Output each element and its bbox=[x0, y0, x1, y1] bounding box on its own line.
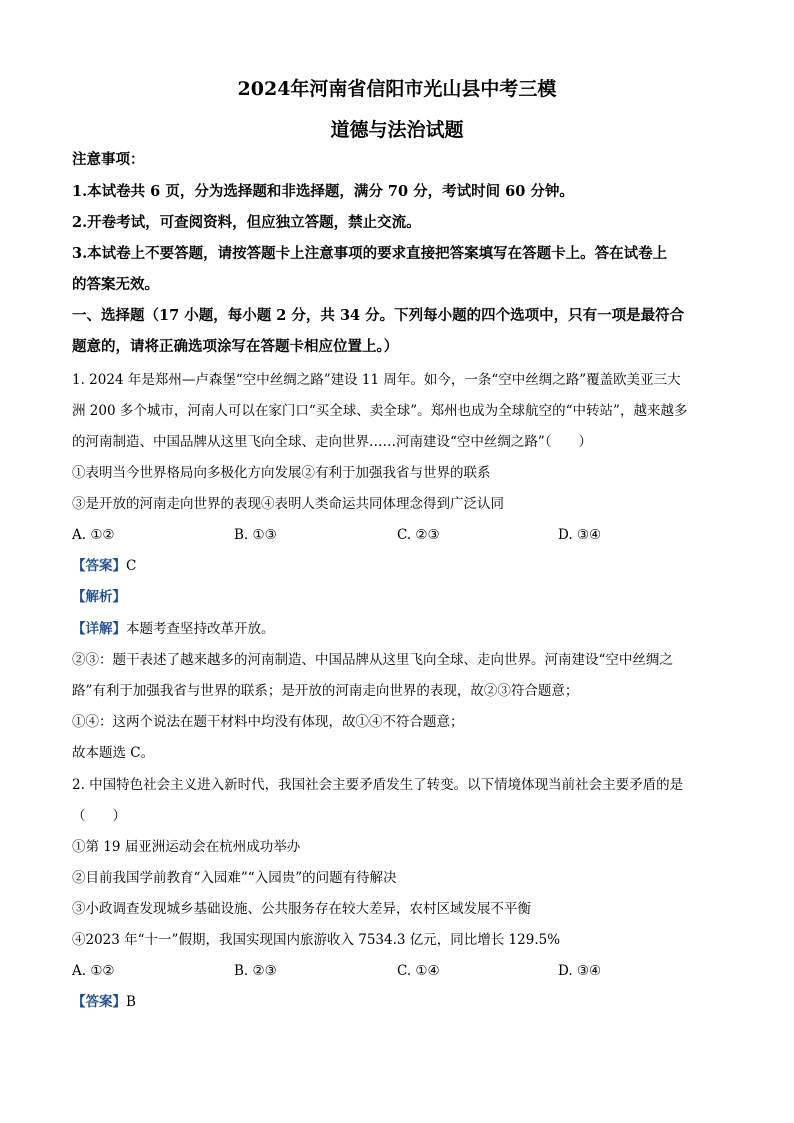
q1-explanation-c: ①④：这两个说法在题干材料中均没有体现，故①④不符合题意； bbox=[72, 714, 464, 730]
notes-item-2: 2.开卷考试，可查阅资料，但应独立答题，禁止交流。 bbox=[72, 214, 421, 231]
answer-value: B bbox=[126, 994, 136, 1010]
q1-analysis bbox=[72, 587, 724, 607]
q1-explanation-a: ②③：题干表述了越来越多的河南制造、中国品牌从这里飞向全球、走向世界。河南建设“空中丝绸之 bbox=[72, 652, 673, 668]
q2-option-d: D. ③④ bbox=[558, 963, 602, 979]
q2-statement-2: ②目前我国学前教育“入园难”“入园贵”的问题有待解决 bbox=[72, 870, 397, 886]
q1-option-a: A. ①② bbox=[72, 527, 115, 543]
q2-option-c: C. ①④ bbox=[397, 963, 440, 979]
q1-explanation-b: 路”有利于加强我省与世界的联系；是开放的河南走向世界的表现，故②③符合题意； bbox=[72, 683, 579, 699]
section-heading-a: 一、选择题（17 小题，每小题 2 分，共 34 分。下列每小题的四个选项中，只有一项是最符合 bbox=[72, 307, 685, 324]
q1-detail bbox=[72, 619, 724, 639]
detail-tag: 【详解】 bbox=[72, 621, 126, 637]
answer-tag: 【答案】 bbox=[72, 558, 126, 574]
notes-item-3b: 的答案无效。 bbox=[72, 276, 159, 293]
exam-title: 2024年河南省信阳市光山县中考三模 bbox=[237, 78, 557, 100]
notes-item-1: 1.本试卷共 6 页，分为选择题和非选择题，满分 70 分，考试时间 60 分钟。 bbox=[72, 183, 574, 200]
q1-option-c: C. ②③ bbox=[397, 527, 440, 543]
q1-stem-c: 的河南制造、中国品牌从这里飞向全球、走向世界……河南建设“空中丝绸之路”（ ） bbox=[72, 434, 593, 450]
q1-conclusion: 故本题选 C。 bbox=[72, 745, 155, 761]
detail-text: 本题考查坚持改革开放。 bbox=[126, 621, 275, 637]
q1-statements-a: ①表明当今世界格局向多极化方向发展②有利于加强我省与世界的联系 bbox=[72, 465, 491, 481]
q1-answer bbox=[72, 556, 724, 576]
answer-tag: 【答案】 bbox=[72, 994, 126, 1010]
analysis-tag: 【解析】 bbox=[72, 589, 126, 605]
q1-stem-a: 1. 2024 年是郑州—卢森堡“空中丝绸之路”建设 11 周年。如今，一条“空中丝绸之路”覆盖欧美亚三大 bbox=[72, 372, 681, 388]
q2-option-a: A. ①② bbox=[72, 963, 115, 979]
q2-stem-a: 2. 中国特色社会主义进入新时代，我国社会主要矛盾发生了转变。以下情境体现当前社会主要矛盾的是 bbox=[72, 777, 684, 793]
q1-option-d: D. ③④ bbox=[558, 527, 602, 543]
q2-option-b: B. ②③ bbox=[234, 963, 277, 979]
exam-subtitle: 道德与法治试题 bbox=[330, 119, 464, 141]
q2-statement-3: ③小政调查发现城乡基础设施、公共服务存在较大差异，农村区域发展不平衡 bbox=[72, 901, 531, 917]
q2-statement-4: ④2023 年“十一”假期，我国实现国内旅游收入 7534.3 亿元，同比增长 129.5% bbox=[72, 932, 561, 948]
q1-statements-b: ③是开放的河南走向世界的表现④表明人类命运共同体理念得到广泛认同 bbox=[72, 496, 504, 512]
answer-value: C bbox=[126, 558, 137, 574]
q2-answer bbox=[72, 992, 724, 1012]
q1-option-b: B. ①③ bbox=[234, 527, 277, 543]
section-heading-b: 题意的，请将正确选项涂写在答题卡相应位置上。） bbox=[72, 338, 399, 355]
q2-stem-b: （ ） bbox=[72, 808, 126, 824]
q2-statement-1: ①第 19 届亚洲运动会在杭州成功举办 bbox=[72, 839, 301, 855]
notes-heading: 注意事项： bbox=[72, 151, 145, 168]
notes-item-3a: 3.本试卷上不要答题，请按答题卡上注意事项的要求直接把答案填写在答题卡上。答在试卷上 bbox=[72, 245, 668, 262]
q1-stem-b: 洲 200 多个城市，河南人可以在家门口“买全球、卖全球”。郑州也成为全球航空的“中转站”，越来越多 bbox=[72, 403, 688, 419]
